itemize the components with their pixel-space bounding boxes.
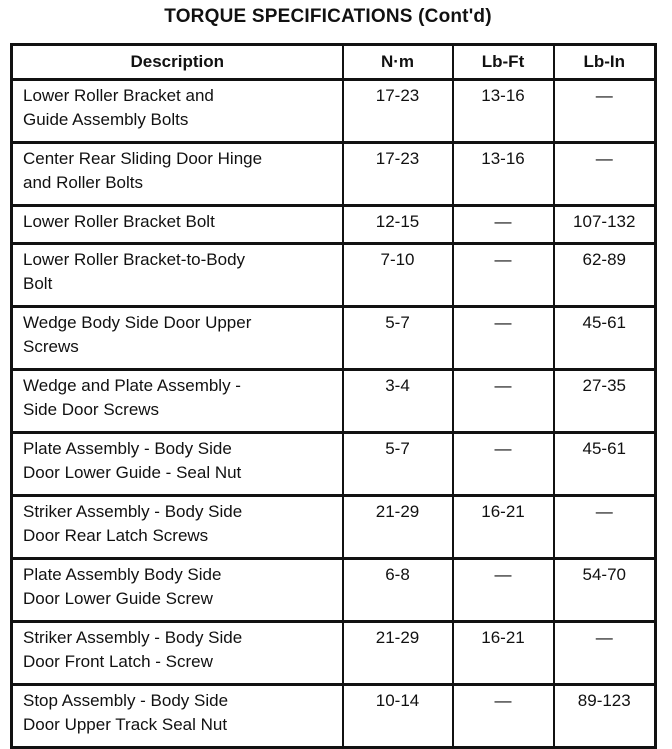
header-lbft: Lb-Ft <box>453 45 554 80</box>
cell-description: Striker Assembly - Body Side Door Rear Latch Screws <box>12 496 343 559</box>
cell-lbft: — <box>453 370 554 433</box>
cell-lbin: — <box>554 143 656 206</box>
cell-nm: 10-14 <box>343 685 453 748</box>
cell-lbin: 54-70 <box>554 559 656 622</box>
table-row <box>12 622 656 685</box>
cell-lbin: 107-132 <box>554 206 656 244</box>
table-row <box>12 307 656 370</box>
cell-lbin: — <box>554 622 656 685</box>
cell-nm: 5-7 <box>343 433 453 496</box>
cell-nm: 17-23 <box>343 80 453 143</box>
cell-description: Lower Roller Bracket-to-Body Bolt <box>12 244 343 307</box>
table-row <box>12 685 656 748</box>
cell-lbin: 45-61 <box>554 433 656 496</box>
cell-nm: 17-23 <box>343 143 453 206</box>
cell-lbin: 62-89 <box>554 244 656 307</box>
cell-lbft: — <box>453 244 554 307</box>
cell-description: Wedge and Plate Assembly - Side Door Screws <box>12 370 343 433</box>
table-row <box>12 496 656 559</box>
header-row <box>12 45 656 80</box>
header-lbin: Lb-In <box>554 45 656 80</box>
table-row <box>12 80 656 143</box>
cell-lbin: — <box>554 496 656 559</box>
cell-lbin: 45-61 <box>554 307 656 370</box>
table-header <box>12 45 656 80</box>
cell-description: Center Rear Sliding Door Hinge and Roller Bolts <box>12 143 343 206</box>
cell-lbft: — <box>453 307 554 370</box>
table-body <box>12 80 656 748</box>
cell-lbft: 13-16 <box>453 143 554 206</box>
cell-lbft: 16-21 <box>453 622 554 685</box>
cell-nm: 6-8 <box>343 559 453 622</box>
cell-nm: 3-4 <box>343 370 453 433</box>
cell-lbft: — <box>453 433 554 496</box>
cell-description: Plate Assembly - Body Side Door Lower Guide - Seal Nut <box>12 433 343 496</box>
cell-lbft: 13-16 <box>453 80 554 143</box>
cell-lbft: — <box>453 685 554 748</box>
cell-nm: 12-15 <box>343 206 453 244</box>
cell-lbin: — <box>554 80 656 143</box>
cell-lbin: 89-123 <box>554 685 656 748</box>
cell-description: Stop Assembly - Body Side Door Upper Track Seal Nut <box>12 685 343 748</box>
cell-lbft: — <box>453 206 554 244</box>
table-row <box>12 433 656 496</box>
table-row <box>12 559 656 622</box>
table-row <box>12 370 656 433</box>
table-row <box>12 143 656 206</box>
header-nm: N·m <box>343 45 453 80</box>
cell-description: Plate Assembly Body Side Door Lower Guide Screw <box>12 559 343 622</box>
cell-description: Lower Roller Bracket and Guide Assembly Bolts <box>12 80 343 143</box>
cell-description: Striker Assembly - Body Side Door Front Latch - Screw <box>12 622 343 685</box>
cell-description: Lower Roller Bracket Bolt <box>12 206 343 244</box>
cell-description: Wedge Body Side Door Upper Screws <box>12 307 343 370</box>
cell-lbft: — <box>453 559 554 622</box>
cell-nm: 5-7 <box>343 307 453 370</box>
table-row <box>12 244 656 307</box>
header-description: Description <box>12 45 343 80</box>
cell-nm: 7-10 <box>343 244 453 307</box>
cell-lbin: 27-35 <box>554 370 656 433</box>
table-row <box>12 206 656 244</box>
cell-nm: 21-29 <box>343 496 453 559</box>
torque-spec-table <box>10 43 657 749</box>
cell-nm: 21-29 <box>343 622 453 685</box>
page-title: TORQUE SPECIFICATIONS (Cont'd) <box>164 6 492 27</box>
cell-lbft: 16-21 <box>453 496 554 559</box>
